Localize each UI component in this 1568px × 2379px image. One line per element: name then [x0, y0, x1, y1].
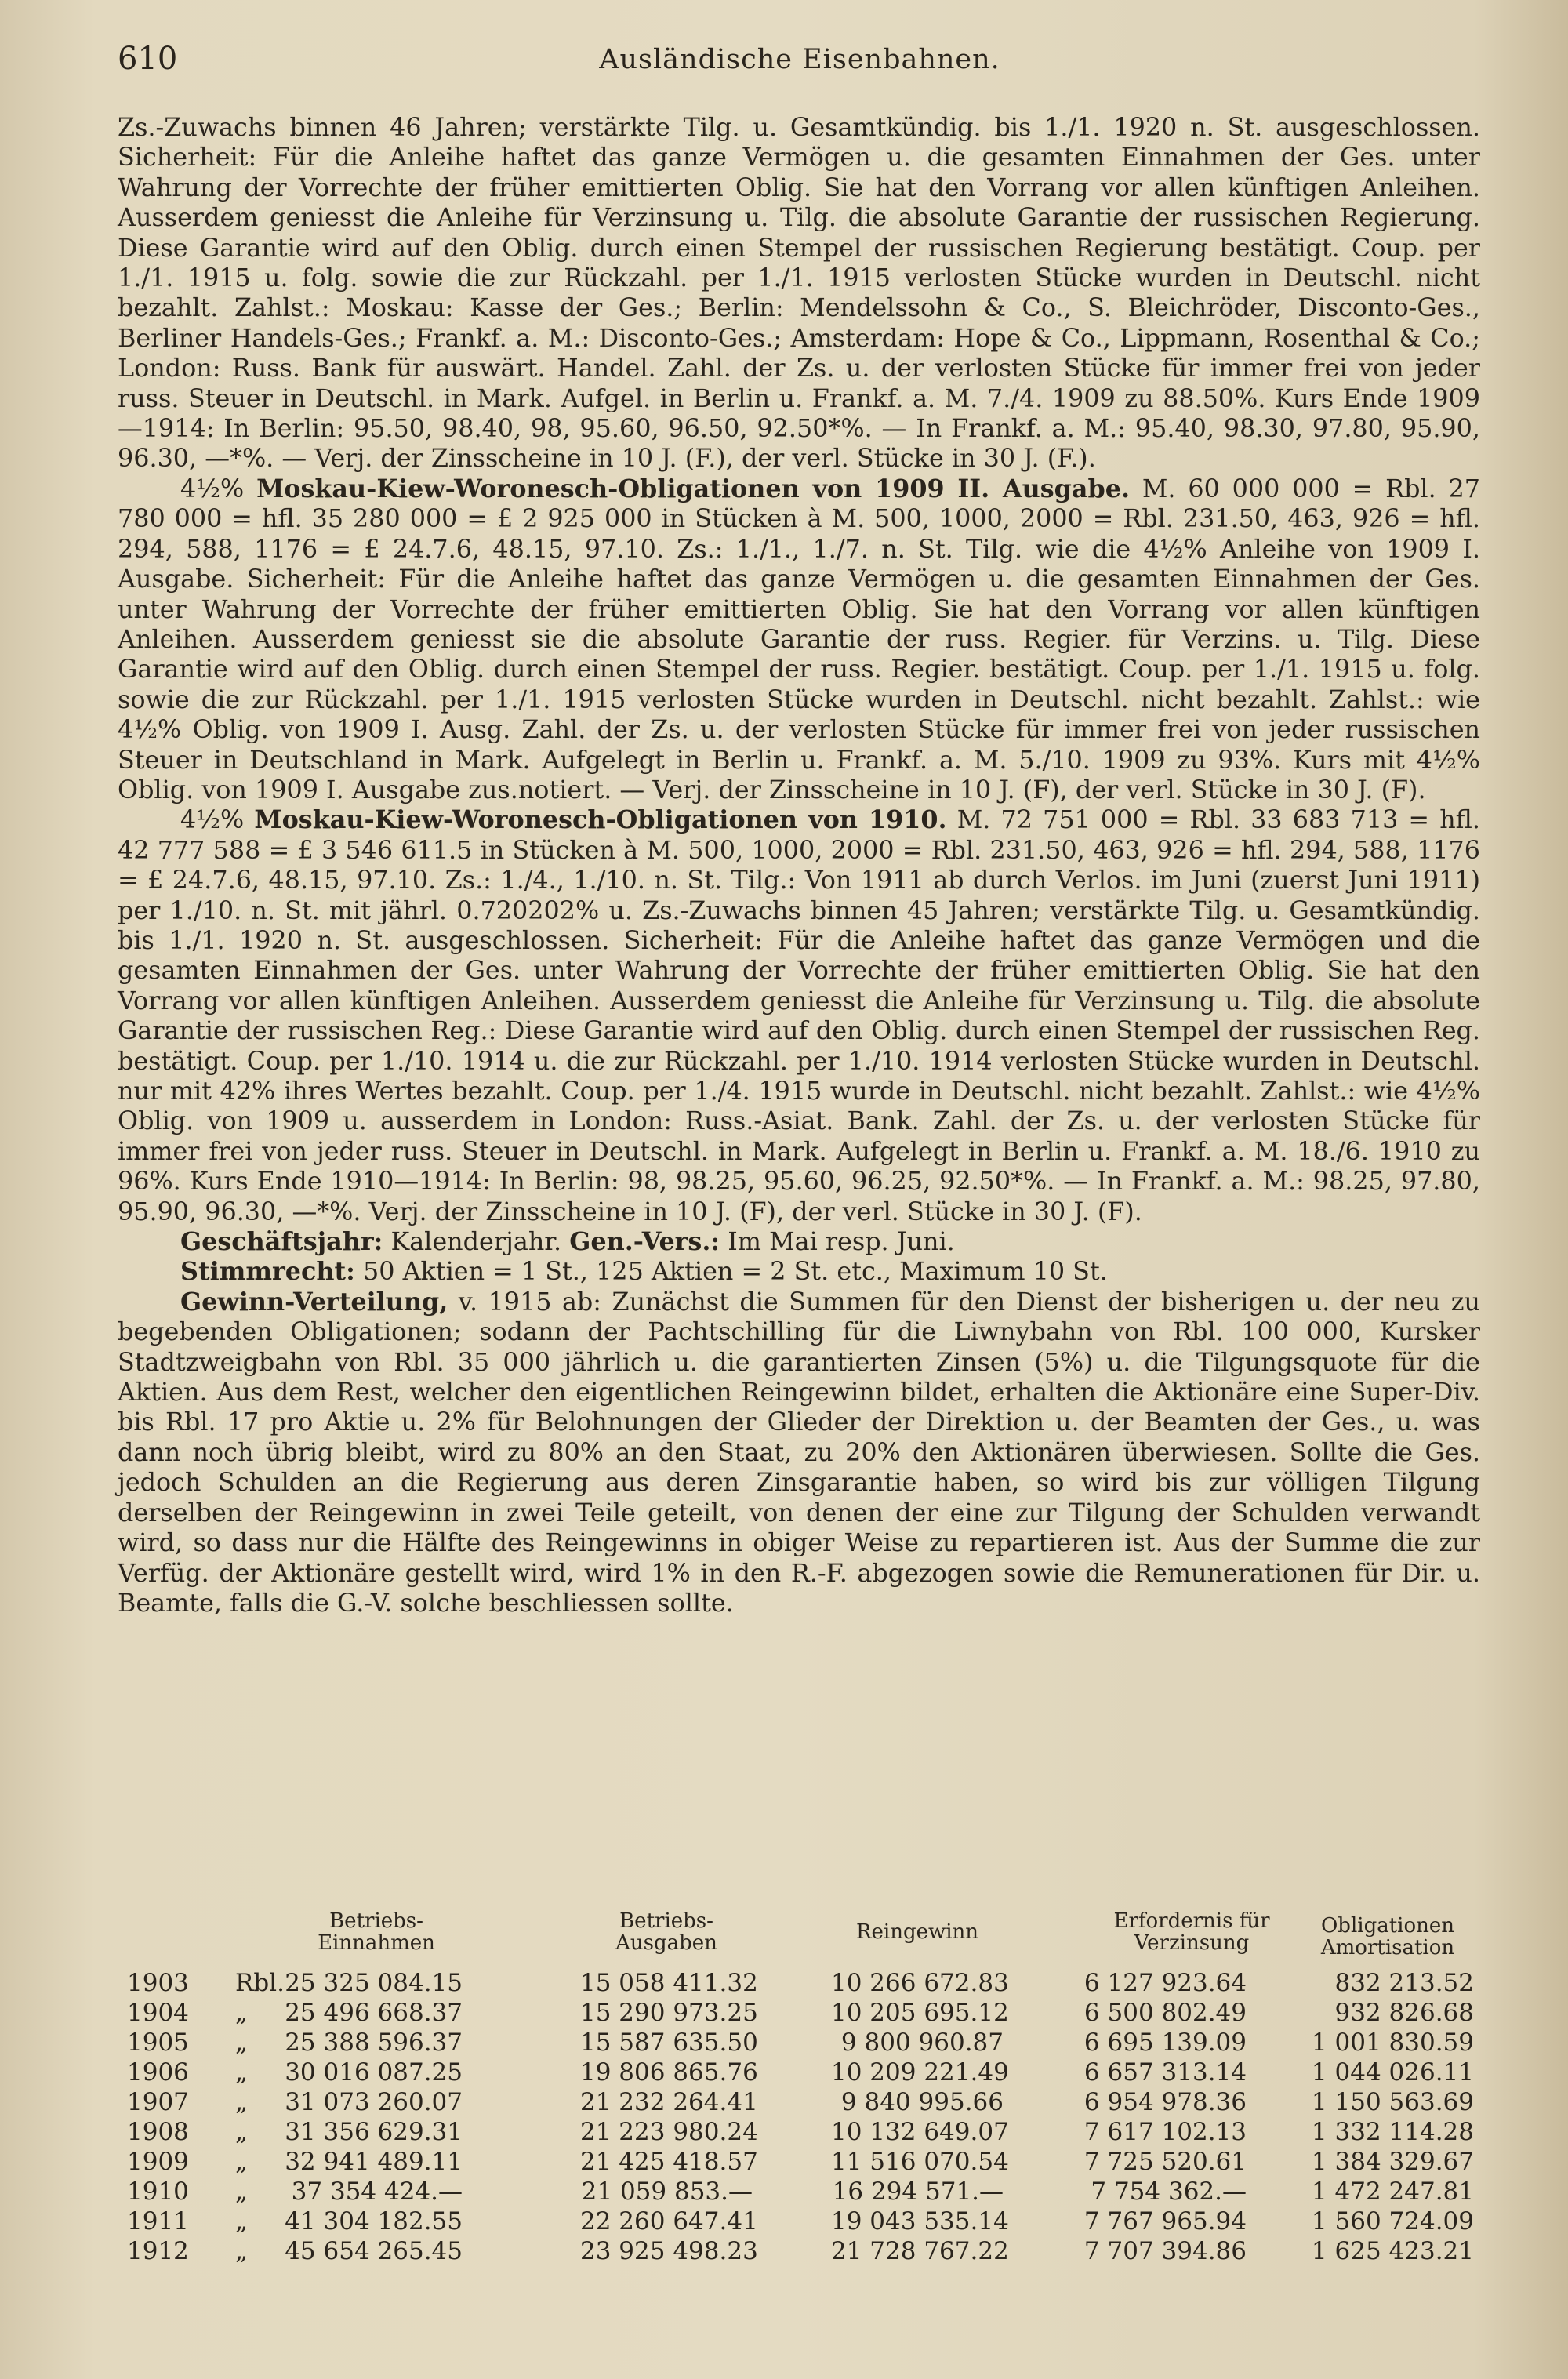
currency-cell: „: [235, 2177, 249, 2206]
paragraph-6: Gewinn-Verteilung, v. 1915 ab: Zunächst die Summen für den Dienst der bisherigen u. der neu zu begebenden Obligationen; sodann der Pachtschilling für die Liwnybahn von Rbl. 100 000, Kursker Stadtzweigbahn von Rbl. 35 000 jährlich u. die garantierten Zinsen (5%) u. die Tilgungsquote für die Aktien. Aus dem Rest, welcher den eigentlichen Reingewinn bildet, erhalten die Aktionäre eine Super-Div. bis Rbl. 17 pro Aktie u. 2% für Belohnungen der Glieder der Direktion u. der Beamten der Ges., u. was dann noch übrig bleibt, wird zu 80% an den Staat, zu 20% den Aktionären überwiesen. Sollte die Ges. jedoch Schulden an die Regierung aus deren Zinsgarantie haben, so wird bis zur völligen Tilgung derselben der Reingewinn in zwei Teile geteilt, von denen der eine zur Tilgung der Schulden verwandt wird, so dass nur die Hälfte des Reingewinns in obiger Weise zu repartieren ist. Aus der Summe die zur Verfüg. der Aktionäre gestellt wird, wird 1% in den R.-F. abgezogen sowie die Remunerationen für Dir. u. Beamte, falls die G.-V. solche beschliessen sollte.: [118, 1287, 1480, 1618]
verzinsung-cell: 6 657 313.14: [1083, 2058, 1247, 2087]
amortisation-cell: 932 826.68: [1334, 1999, 1474, 2027]
currency-cell: „: [235, 2058, 249, 2087]
table-row: [118, 2147, 1482, 2177]
year-cell: 1911: [127, 2207, 189, 2236]
table-row: [118, 2177, 1482, 2206]
paragraph-4: Geschäftsjahr: Kalenderjahr. Gen.-Vers.: Im Mai resp. Juni.: [180, 1227, 955, 1257]
einnahmen-cell: 31 356 629.31: [285, 2118, 463, 2146]
currency-cell: „: [235, 2207, 249, 2236]
currency-cell: „: [235, 2118, 249, 2146]
reingewinn-cell: 10 209 221.49: [831, 2058, 1009, 2087]
amortisation-cell: 1 001 830.59: [1311, 2029, 1474, 2057]
ausgaben-cell: 21 232 264.41: [580, 2088, 758, 2116]
currency-cell: „: [235, 2148, 249, 2176]
einnahmen-cell: 25 496 668.37: [285, 1999, 463, 2027]
reingewinn-cell: 9 800 960.87: [840, 2029, 1004, 2057]
paragraph-2: 4½% Moskau-Kiew-Woronesch-Obligationen von 1909 II. Ausgabe. M. 60 000 000 = Rbl. 27 780 000 = hfl. 35 280 000 = £ 2 925 000 in Stücken à M. 500, 1000, 2000 = Rbl. 231.50, 463, 926 = hfl. 294, 588, 1176 = £ 24.7.6, 48.15, 97.10. Zs.: 1./1., 1./7. n. St. Tilg. wie die 4½% Anleihe von 1909 I. Ausgabe. Sicherheit: Für die Anleihe haftet das ganze Vermögen u. die gesamten Einnahmen der Ges. unter Wahrung der Vorrechte der früher emittierten Oblig. Sie hat den Vorrang vor allen künftigen Anleihen. Ausserdem geniesst sie die absolute Garantie der russ. Regier. für Verzins. u. Tilg. Diese Garantie wird auf den Oblig. durch einen Stempel der russ. Regier. bestätigt. Coup. per 1./1. 1915 u. folg. sowie die zur Rückzahl. per 1./1. 1915 verlosten Stücke wurden in Deutschl. nicht bezahlt. Zahlst.: wie 4½% Oblig. von 1909 I. Ausg. Zahl. der Zs. u. der verlosten Stücke für immer frei von jeder russischen Steuer in Deutschland in Mark. Aufgelegt in Berlin u. Frankf. a. M. 5./10. 1909 zu 93%. Kurs mit 4½% Oblig. von 1909 I. Ausgabe zus.notiert. — Verj. der Zinsscheine in 10 J. (F), der verl. Stücke in 30 J. (F).: [118, 474, 1480, 805]
einnahmen-cell: 37 354 424.—: [291, 2177, 463, 2206]
paragraph-1: Zs.-Zuwachs binnen 46 Jahren; verstärkte Tilg. u. Gesamtkündig. bis 1./1. 1920 n. St. ausgeschlossen. Sicherheit: Für die Anleihe haftet das ganze Vermögen u. die gesamten Einnahmen der Ges. unter Wahrung der Vorrechte der früher emittierten Oblig. Sie hat den Vorrang vor allen künftigen Anleihen. Ausserdem geniesst die Anleihe für Verzinsung u. Tilg. die absolute Garantie der russischen Regierung. Diese Garantie wird auf den Oblig. durch einen Stempel der russischen Regierung bestätigt. Coup. per 1./1. 1915 u. folg. sowie die zur Rückzahl. per 1./1. 1915 verlosten Stücke wurden in Deutschl. nicht bezahlt. Zahlst.: Moskau: Kasse der Ges.; Berlin: Mendelssohn & Co., S. Bleichröder, Disconto-Ges., Berliner Handels-Ges.; Frankf. a. M.: Disconto-Ges.; Amsterdam: Hope & Co., Lippmann, Rosenthal & Co.; London: Russ. Bank für auswärt. Handel. Zahl. der Zs. u. der verlosten Stücke für immer frei von jeder russ. Steuer in Deutschl. in Mark. Aufgel. in Berlin u. Frankf. a. M. 7./4. 1909 zu 88.50%. Kurs Ende 1909—1914: In Berlin: 95.50, 98.40, 98, 95.60, 96.50, 92.50*%. — In Frankf. a. M.: 95.40, 98.30, 97.80, 95.90, 96.30, —*%. — Verj. der Zinsscheine in 10 J. (F.), der verl. Stücke in 30 J. (F.).: [118, 113, 1480, 474]
col-header-reingewinn: Reingewinn: [855, 1920, 979, 1944]
verzinsung-cell: 6 500 802.49: [1083, 1999, 1247, 2027]
verzinsung-cell: 7 754 362.—: [1091, 2177, 1247, 2206]
body-text: [118, 113, 1480, 1618]
year-cell: 1908: [127, 2118, 189, 2146]
reingewinn-cell: 16 294 571.—: [832, 2177, 1004, 2206]
page-number: 610: [118, 41, 178, 77]
amortisation-cell: 1 472 247.81: [1311, 2177, 1474, 2206]
ausgaben-cell: 15 058 411.32: [580, 1969, 758, 1997]
year-cell: 1907: [127, 2088, 189, 2116]
einnahmen-cell: 31 073 260.07: [285, 2088, 463, 2116]
ausgaben-cell: 15 290 973.25: [580, 1999, 758, 2027]
paragraph-5: Stimmrecht: 50 Aktien = 1 St., 125 Aktien = 2 St. etc., Maximum 10 St.: [180, 1257, 1108, 1287]
ausgaben-cell: 19 806 865.76: [580, 2058, 758, 2087]
ausgaben-cell: 23 925 498.23: [580, 2237, 758, 2265]
currency-cell: „: [235, 2088, 249, 2116]
amortisation-cell: 832 213.52: [1334, 1969, 1474, 1997]
col-header-obligationen: Obligationen Amortisation: [1320, 1914, 1455, 1959]
amortisation-cell: 1 044 026.11: [1311, 2058, 1474, 2087]
ausgaben-cell: 22 260 647.41: [580, 2207, 758, 2236]
reingewinn-cell: 9 840 995.66: [840, 2088, 1004, 2116]
page-header: [118, 41, 1482, 88]
verzinsung-cell: 7 767 965.94: [1083, 2207, 1247, 2236]
einnahmen-cell: 32 941 489.11: [285, 2148, 463, 2176]
currency-cell: „: [235, 2237, 249, 2265]
table-body: [118, 1968, 1482, 2266]
amortisation-cell: 1 384 329.67: [1311, 2148, 1474, 2176]
verzinsung-cell: 6 127 923.64: [1083, 1969, 1247, 1997]
currency-cell: „: [235, 2029, 249, 2057]
reingewinn-cell: 19 043 535.14: [831, 2207, 1009, 2236]
year-cell: 1905: [127, 2029, 189, 2057]
ausgaben-cell: 21 425 418.57: [580, 2148, 758, 2176]
reingewinn-cell: 10 266 672.83: [831, 1969, 1009, 1997]
verzinsung-cell: 7 707 394.86: [1083, 2237, 1247, 2265]
verzinsung-cell: 7 725 520.61: [1083, 2148, 1247, 2176]
table-header: [118, 1910, 1482, 1968]
reingewinn-cell: 10 132 649.07: [831, 2118, 1009, 2146]
col-header-erfordernis: Erfordernis für Verzinsung: [1113, 1909, 1270, 1955]
table-row: [118, 2087, 1482, 2117]
financial-table: [118, 1910, 1482, 2266]
einnahmen-cell: 25 388 596.37: [285, 2029, 463, 2057]
col-header-ausgaben: Betriebs- Ausgaben: [615, 1909, 717, 1955]
amortisation-cell: 1 150 563.69: [1311, 2088, 1474, 2116]
ausgaben-cell: 21 223 980.24: [580, 2118, 758, 2146]
col-header-einnahmen: Betriebs- Einnahmen: [318, 1909, 435, 1955]
table-row: [118, 1998, 1482, 2028]
running-title: Ausländische Eisenbahnen.: [599, 44, 1000, 75]
ausgaben-cell: 15 587 635.50: [580, 2029, 758, 2057]
einnahmen-cell: 25 325 084.15: [285, 1969, 463, 1997]
table-row: [118, 2058, 1482, 2087]
table-row: [118, 2206, 1482, 2236]
verzinsung-cell: 6 695 139.09: [1083, 2029, 1247, 2057]
table-row: [118, 2236, 1482, 2266]
currency-cell: Rbl.: [235, 1969, 285, 1997]
currency-cell: „: [235, 1999, 249, 2027]
paragraph-3: 4½% Moskau-Kiew-Woronesch-Obligationen von 1910. M. 72 751 000 = Rbl. 33 683 713 = hfl. 42 777 588 = £ 3 546 611.5 in Stücken à M. 500, 1000, 2000 = Rbl. 231.50, 463, 926 = hfl. 294, 588, 1176 = £ 24.7.6, 48.15, 97.10. Zs.: 1./4., 1./10. n. St. Tilg.: Von 1911 ab durch Verlos. im Juni (zuerst Juni 1911) per 1./10. n. St. mit jährl. 0.720202% u. Zs.-Zuwachs binnen 45 Jahren; verstärkte Tilg. u. Gesamtkündig. bis 1./1. 1920 n. St. ausgeschlossen. Sicherheit: Für die Anleihe haftet das ganze Vermögen und die gesamten Einnahmen der Ges. unter Wahrung der Vorrechte der früher emittierten Oblig. Sie hat den Vorrang vor allen künftigen Anleihen. Ausserdem geniesst die Anleihe für Verzinsung u. Tilg. die absolute Garantie der russischen Reg.: Diese Garantie wird auf den Oblig. durch einen Stempel der russischen Reg. bestätigt. Coup. per 1./10. 1914 u. die zur Rückzahl. per 1./10. 1914 verlosten Stücke wurden in Deutschl. nur mit 42% ihres Wertes bezahlt. Coup. per 1./4. 1915 wurde in Deutschl. nicht bezahlt. Zahlst.: wie 4½% Oblig. von 1909 u. ausserdem in London: Russ.-Asiat. Bank. Zahl. der Zs. u. der verlosten Stücke für immer frei von jeder russ. Steuer in Deutschl. in Mark. Aufgelegt in Berlin u. Frankf. a. M. 18./6. 1910 zu 96%. Kurs Ende 1910—1914: In Berlin: 98, 98.25, 95.60, 96.25, 92.50*%. — In Frankf. a. M.: 98.25, 97.80, 95.90, 96.30, —*%. Verj. der Zinsscheine in 10 J. (F), der verl. Stücke in 30 J. (F).: [118, 805, 1481, 1226]
table-row: [118, 2117, 1482, 2147]
year-cell: 1903: [127, 1969, 189, 1997]
table-row: [118, 2028, 1482, 2058]
amortisation-cell: 1 332 114.28: [1311, 2118, 1474, 2146]
einnahmen-cell: 41 304 182.55: [285, 2207, 463, 2236]
ausgaben-cell: 21 059 853.—: [581, 2177, 753, 2206]
year-cell: 1906: [127, 2058, 189, 2087]
amortisation-cell: 1 625 423.21: [1311, 2237, 1474, 2265]
amortisation-cell: 1 560 724.09: [1311, 2207, 1474, 2236]
year-cell: 1912: [127, 2237, 189, 2265]
reingewinn-cell: 11 516 070.54: [831, 2148, 1009, 2176]
einnahmen-cell: 30 016 087.25: [285, 2058, 463, 2087]
verzinsung-cell: 7 617 102.13: [1083, 2118, 1247, 2146]
table-row: [118, 1968, 1482, 1998]
year-cell: 1904: [127, 1999, 189, 2027]
year-cell: 1910: [127, 2177, 189, 2206]
einnahmen-cell: 45 654 265.45: [285, 2237, 463, 2265]
verzinsung-cell: 6 954 978.36: [1083, 2088, 1247, 2116]
reingewinn-cell: 21 728 767.22: [831, 2237, 1009, 2265]
reingewinn-cell: 10 205 695.12: [831, 1999, 1009, 2027]
year-cell: 1909: [127, 2148, 189, 2176]
